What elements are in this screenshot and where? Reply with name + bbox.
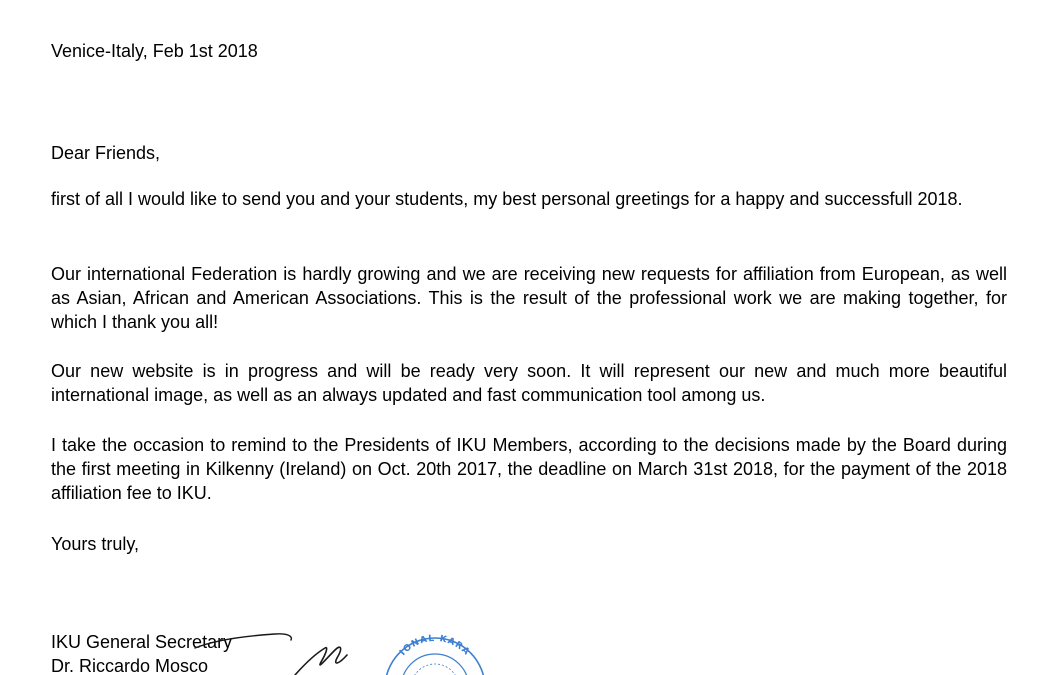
salutation: Dear Friends, [51,143,161,163]
date-line: Venice-Italy, Feb 1st 2018 [51,41,258,61]
paragraph-affiliation-fee: I take the occasion to remind to the Presidents of IKU Members, according to the decisions made by the Board during the first meeting in Kilkenny (Ireland) on Oct. 20th 2017, the deadline on March 31st 2018, for the payment of the 2018 affiliation fee to IKU. [51,435,1007,503]
paragraph-website: Our new website is in progress and will be ready very soon. It will represent our new and much more beautiful international image, as well as an always updated and fast communication tool among us. [51,361,1007,405]
signature-name: Dr. Riccardo Mosco [51,656,209,675]
handwritten-signature-icon [175,600,375,675]
signature-title: IKU General Secretary [51,632,233,652]
paragraph-federation-growth: Our international Federation is hardly growing and we are receiving new requests for affiliation from European, as well as Asian, African and American Associations. This is the result of the professional work we are making together, for which I thank you all! [51,264,1007,332]
paragraph-greetings: first of all I would like to send you and your students, my best personal greetings for a happy and successfull 2018. [51,189,963,209]
svg-text:IONAL KARA: IONAL KARA [398,633,472,658]
closing: Yours truly, [51,534,140,554]
organization-seal-icon [380,630,490,675]
